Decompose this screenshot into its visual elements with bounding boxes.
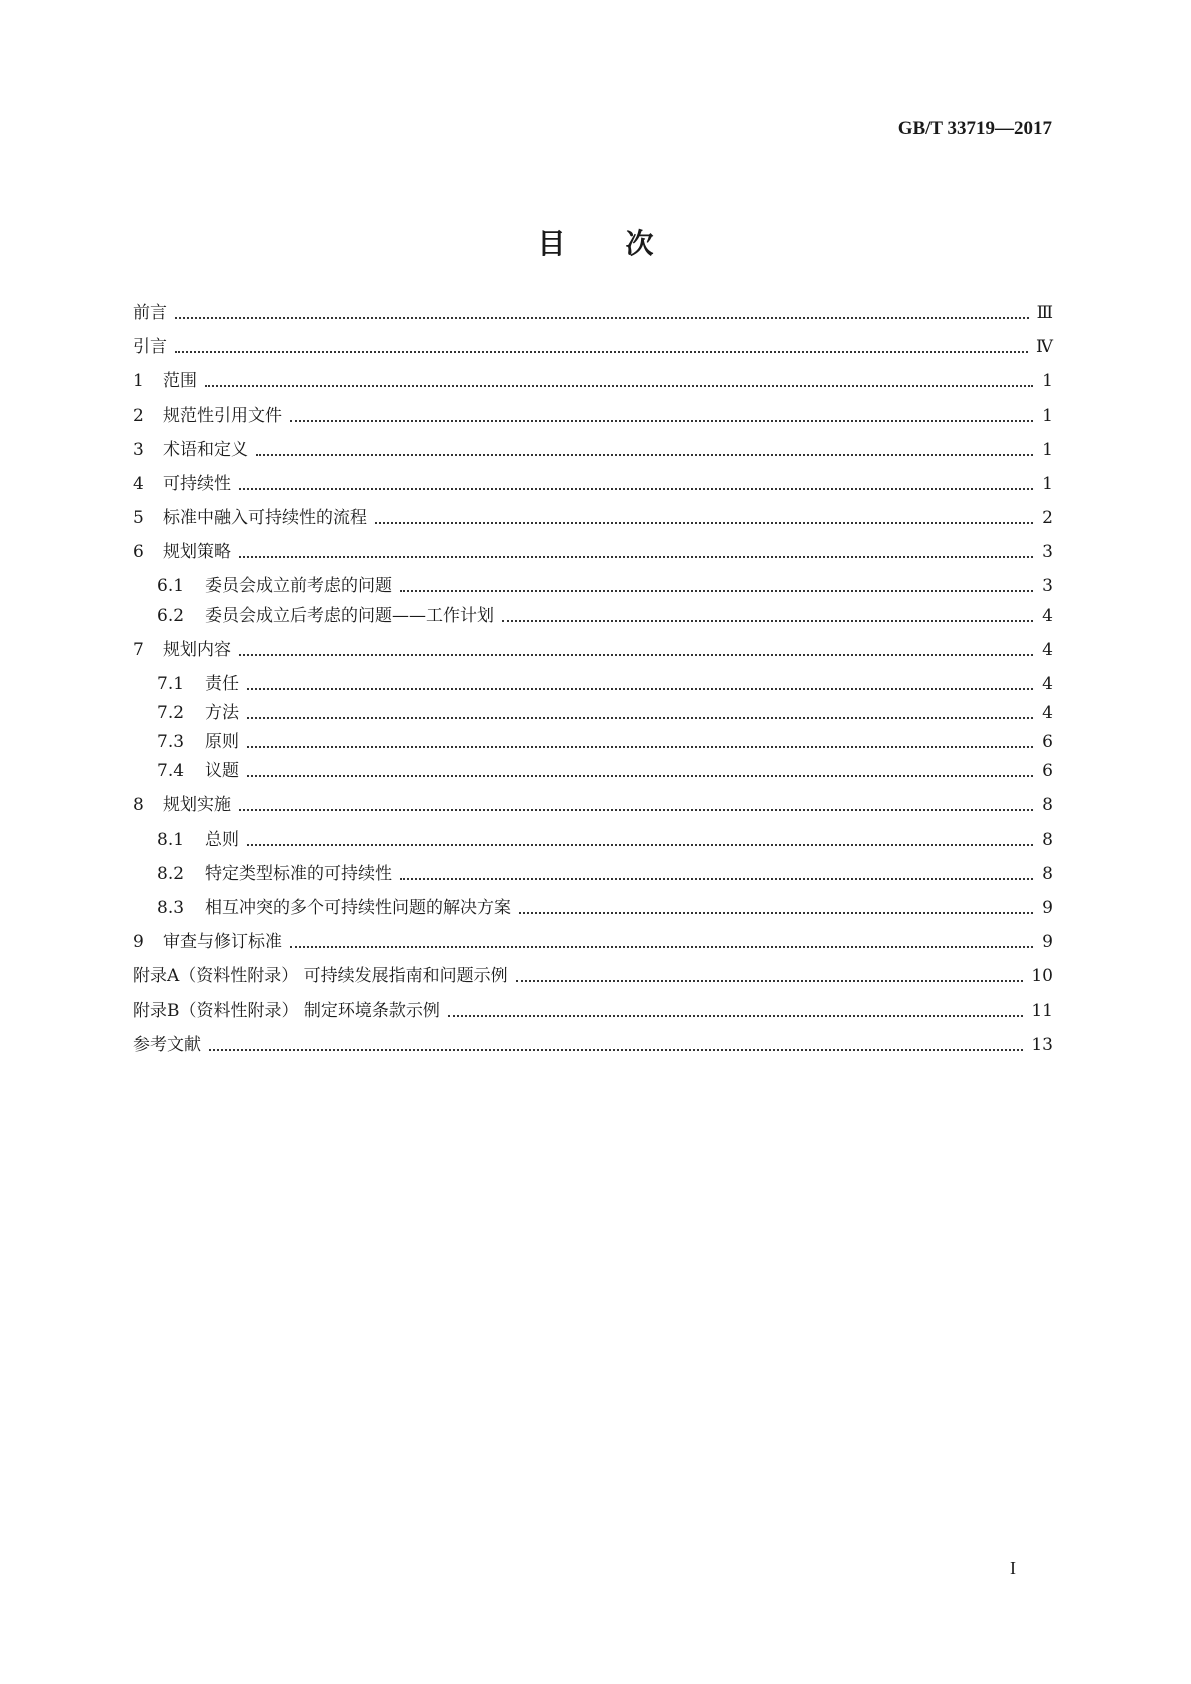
toc-entry[interactable]: 6 规划策略 3: [133, 542, 1053, 562]
toc-entry[interactable]: 4 可持续性 1: [133, 474, 1053, 494]
toc-subentry[interactable]: 7.1 责任 4: [157, 674, 1053, 694]
toc-subentry[interactable]: 8.2 特定类型标准的可持续性 8: [157, 864, 1053, 884]
page-number: I: [1010, 1558, 1016, 1578]
toc-entry[interactable]: 7 规划内容 4: [133, 640, 1053, 660]
toc-entry-appendix-b[interactable]: 附录B（资料性附录） 制定环境条款示例 11: [133, 1001, 1053, 1021]
toc-entry-appendix-a[interactable]: 附录A（资料性附录） 可持续发展指南和问题示例 10: [133, 966, 1053, 986]
toc-entry[interactable]: 5 标准中融入可持续性的流程 2: [133, 508, 1053, 528]
toc-entry-references[interactable]: 参考文献 13: [133, 1035, 1053, 1055]
toc-entry[interactable]: 前言 Ⅲ: [133, 303, 1053, 323]
standard-code: GB/T 33719—2017: [897, 118, 1052, 139]
toc-entry[interactable]: 3 术语和定义 1: [133, 440, 1053, 460]
page-title: 目次: [537, 227, 714, 260]
toc-entry[interactable]: 8 规划实施 8: [133, 795, 1053, 815]
toc-subentry[interactable]: 7.3 原则 6: [157, 732, 1053, 752]
toc-entry[interactable]: 2 规范性引用文件 1: [133, 406, 1053, 426]
toc-subentry[interactable]: 7.2 方法 4: [157, 703, 1053, 723]
toc-subentry[interactable]: 6.1 委员会成立前考虑的问题 3: [157, 576, 1053, 596]
toc-subentry[interactable]: 6.2 委员会成立后考虑的问题——工作计划 4: [157, 606, 1053, 626]
toc-entry[interactable]: 9 审查与修订标准 9: [133, 932, 1053, 952]
toc-entry[interactable]: 引言 Ⅳ: [133, 337, 1053, 357]
toc-subentry[interactable]: 8.3 相互冲突的多个可持续性问题的解决方案 9: [157, 898, 1053, 918]
toc-subentry[interactable]: 8.1 总则 8: [157, 830, 1053, 850]
toc-subentry[interactable]: 7.4 议题 6: [157, 761, 1053, 781]
toc-entry[interactable]: 1 范围 1: [133, 371, 1053, 391]
